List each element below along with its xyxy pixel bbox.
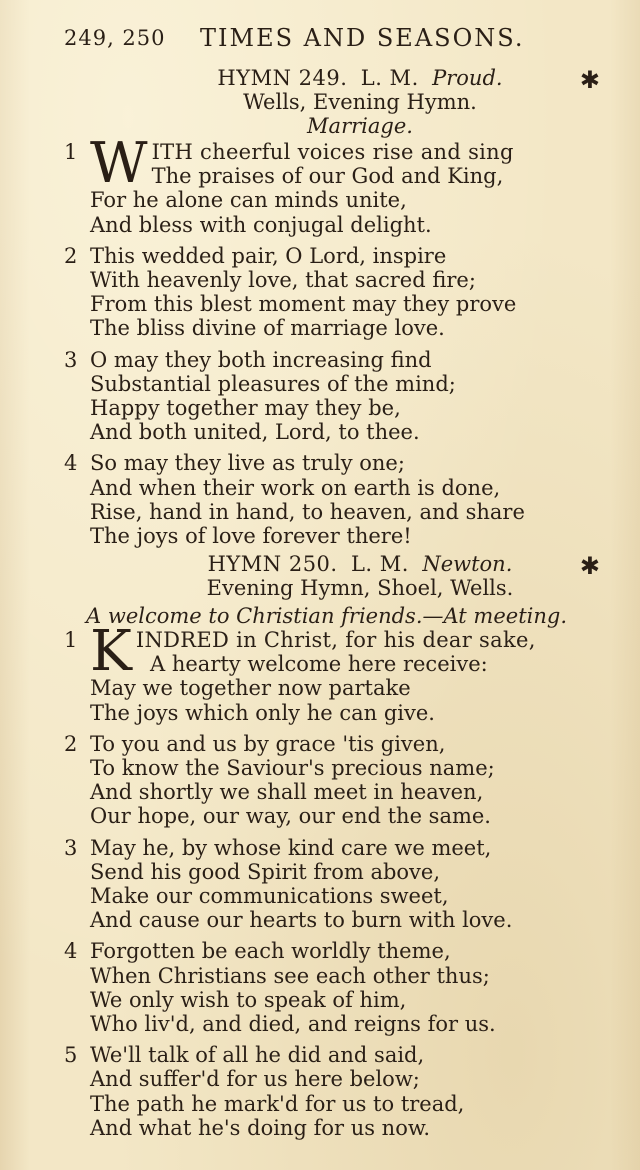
- stanza-number: 2: [64, 243, 78, 268]
- stanza: [60, 836, 600, 933]
- verse-line: May we together now partake: [90, 676, 411, 701]
- hymn-header: [60, 552, 600, 600]
- verse-line: To you and us by grace 'tis given,: [90, 731, 446, 756]
- verse-line: Rise, hand in hand, to heaven, and share: [90, 499, 525, 524]
- verse-line: And when their work on earth is done,: [90, 475, 501, 500]
- hymn-alt-tunes: Wells, Evening Hymn.: [243, 90, 477, 114]
- verse-line: Who liv'd, and died, and reigns for us.: [90, 1012, 496, 1037]
- verse-line: And shortly we shall meet in heaven,: [90, 780, 484, 805]
- stanza: [60, 348, 600, 445]
- hymn-number: HYMN 249.: [217, 66, 348, 90]
- verse-line: When Christians see each other thus;: [90, 963, 490, 988]
- stanza: [60, 939, 600, 1036]
- verse-line: To know the Saviour's precious name;: [90, 756, 495, 781]
- verse-line: Send his good Spirit from above,: [90, 859, 441, 884]
- stanza-number: 1: [64, 140, 78, 164]
- hymn-number: HYMN 250.: [207, 552, 338, 576]
- hymn-249: [60, 66, 600, 548]
- stanza: [60, 131, 600, 237]
- verse-line: So may they live as truly one;: [90, 451, 405, 476]
- verse-line: This wedded pair, O Lord, inspire: [90, 243, 447, 268]
- verse-line: And suffer'd for us here below;: [90, 1067, 420, 1092]
- verse-line: And bless with conjugal delight.: [90, 212, 432, 237]
- asterism-mark: ✱: [579, 66, 600, 94]
- verse-line: The joys which only he can give.: [90, 700, 435, 725]
- drop-cap: W: [90, 131, 148, 196]
- stanza: [60, 1043, 600, 1140]
- asterism-mark: ✱: [579, 552, 600, 580]
- verse-line: Substantial pleasures of the mind;: [90, 371, 456, 396]
- verse-line: INDRED in Christ, for his dear sake,: [135, 628, 536, 652]
- verse-line: O may they both increasing find: [90, 347, 432, 372]
- verse-line: And both united, Lord, to thee.: [90, 420, 420, 445]
- stanza-number: 3: [64, 347, 78, 372]
- hymn-meter: L. M.: [360, 66, 419, 90]
- stanza-number: 5: [64, 1043, 78, 1068]
- hymn-header: [60, 66, 600, 138]
- verse-line: Happy together may they be,: [90, 396, 401, 421]
- verse-line: ITH cheerful voices rise and sing: [151, 140, 514, 164]
- stanza: [60, 732, 600, 829]
- verse-line: Our hope, our way, our end the same.: [90, 804, 491, 829]
- verse-line: We only wish to speak of him,: [90, 987, 407, 1012]
- verse-line: A hearty welcome here receive:: [150, 652, 488, 677]
- hymn-tune: Newton.: [422, 552, 513, 576]
- verse-line: For he alone can minds unite,: [90, 188, 407, 213]
- verse-line: From this blest moment may they prove: [90, 292, 517, 317]
- hymn-alt-tunes: Evening Hymn, Shoel, Wells.: [206, 576, 514, 600]
- verse-line: We'll talk of all he did and said,: [90, 1043, 425, 1068]
- section-title: TIMES AND SEASONS.: [200, 24, 525, 52]
- hymn-subject: A welcome to Christian friends.—At meeting.: [86, 604, 567, 628]
- stanza-number: 4: [64, 451, 78, 476]
- stanza-number: 2: [64, 731, 78, 756]
- stanza-number: 4: [64, 939, 78, 964]
- hymn-meter: L. M.: [350, 552, 409, 576]
- verse-line: And what he's doing for us now.: [90, 1115, 430, 1140]
- verse-line: Make our communications sweet,: [90, 884, 449, 909]
- hymn-tune: Proud.: [432, 66, 503, 90]
- verse-line: The praises of our God and King,: [151, 164, 504, 189]
- verse-line: The path he mark'd for us to tread,: [90, 1091, 465, 1116]
- verse-line: The bliss divine of marriage love.: [90, 316, 445, 341]
- verse-line: With heavenly love, that sacred fire;: [90, 268, 476, 293]
- hymn-250: [60, 552, 600, 1140]
- verse-line: May he, by whose kind care we meet,: [90, 835, 492, 860]
- running-head: [64, 22, 604, 54]
- stanza-number: 1: [64, 628, 78, 652]
- hymn-subject: Marriage.: [307, 114, 413, 138]
- verse-line: Forgotten be each worldly theme,: [90, 939, 451, 964]
- verse-line: And cause our hearts to burn with love.: [90, 908, 513, 933]
- page-numbers: 249, 250: [64, 26, 166, 50]
- drop-cap: K: [90, 619, 132, 684]
- verse-line: The joys of love forever there!: [90, 524, 412, 549]
- stanza-number: 3: [64, 835, 78, 860]
- stanza: [60, 619, 600, 725]
- stanza: [60, 244, 600, 341]
- stanza: [60, 451, 600, 548]
